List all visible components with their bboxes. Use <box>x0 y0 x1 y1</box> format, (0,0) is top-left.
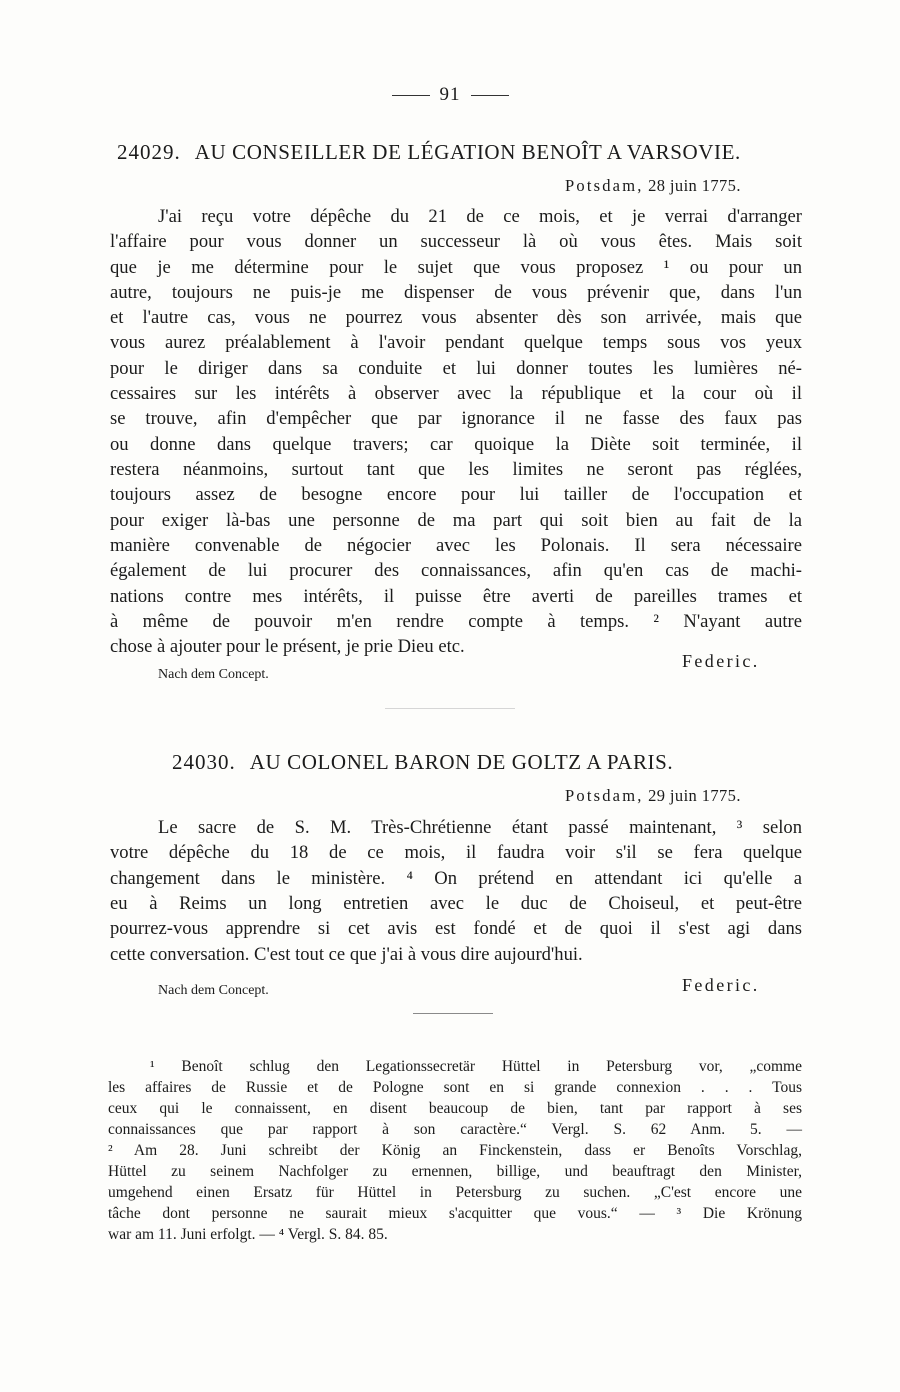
divider <box>385 708 515 709</box>
body-line: toujours assez de besogne encore pour lui tailler de l'occupation et <box>110 484 802 505</box>
letter-dateline <box>565 176 741 196</box>
footnote-divider <box>413 1013 493 1014</box>
signature: Federic. <box>682 975 760 995</box>
footnote-line: war am 11. Juni erfolgt. — ⁴ Vergl. S. 84. 85. <box>108 1226 388 1243</box>
letter-dateline <box>565 786 741 806</box>
footnote-line: tâche dont personne ne saurait mieux s'acquitter que vous.“ — ³ Die Krönung <box>108 1205 802 1222</box>
letter-title: AU COLONEL BARON DE GOLTZ A PARIS. <box>249 750 674 774</box>
body-line: changement dans le ministère. ⁴ On prétend en attendant ici qu'elle a <box>110 868 802 889</box>
body-line: et l'autre cas, vous ne pourrez vous absenter dès son arrivée, mais que <box>110 307 802 328</box>
footnote-line: ² Am 28. Juni schreibt der König an Finckenstein, dass er Benoîts Vorschlag, <box>108 1142 802 1159</box>
body-line: pour exiger là-bas une personne de ma part qui soit bien au fait de la <box>110 510 802 531</box>
letter-number: 24030. <box>172 750 236 774</box>
footnote-line: les affaires de Russie et de Pologne sont en si grande connexion . . . Tous <box>108 1079 802 1096</box>
body-line: nations contre mes intérêts, il puisse être averti de pareilles trames et <box>110 586 802 607</box>
body-line: manière convenable de négocier avec les Polonais. Il sera nécessaire <box>110 535 802 556</box>
body-line: pour le diriger dans sa conduite et lui donner toutes les lumières né- <box>110 358 802 379</box>
body-line: J'ai reçu votre dépêche du 21 de ce mois, et je verrai d'arranger <box>158 206 802 227</box>
source-note: Nach dem Concept. <box>158 983 269 998</box>
body-line: votre dépêche du 18 de ce mois, il faudra voir s'il se fera quelque <box>110 842 802 863</box>
footnote-line: ¹ Benoît schlug den Legationssecretär Hüttel in Petersburg vor, „comme <box>150 1058 802 1075</box>
body-line: restera néanmoins, surtout tant que les limites ne seront pas réglées, <box>110 459 802 480</box>
body-line: chose à ajouter pour le présent, je prie Dieu etc. <box>110 636 465 657</box>
body-line: cette conversation. C'est tout ce que j'ai à vous dire aujourd'hui. <box>110 944 583 965</box>
body-line: pourrez-vous apprendre si cet avis est fondé et de quoi il s'est agi dans <box>110 918 802 939</box>
letter-date: 29 juin 1775. <box>648 786 741 805</box>
source-note: Nach dem Concept. <box>158 667 269 682</box>
footnote-line: umgehend einen Ersatz für Hüttel in Petersburg zu suchen. „C'est encore une <box>108 1184 802 1201</box>
body-line: ou donne dans quelque travers; car quoique la Diète soit terminée, il <box>110 434 802 455</box>
footnote-line: ceux qui le connaissent, en disent beaucoup de bien, tant par rapport à ses <box>108 1100 802 1117</box>
body-line: cessaires sur les intérêts à observer avec la république et la cour où il <box>110 383 802 404</box>
body-line: vous aurez préalablement à l'avoir pendant quelque temps sous vos yeux <box>110 332 802 353</box>
body-line: Le sacre de S. M. Très-Chrétienne étant passé maintenant, ³ selon <box>158 817 802 838</box>
page-number-dash-left <box>392 95 430 96</box>
body-line: autre, toujours ne puis-je me dispenser de vous prévenir que, dans l'un <box>110 282 802 303</box>
page-number-text: 91 <box>439 84 461 105</box>
letter-place: Potsdam, <box>565 786 644 805</box>
body-line: à même de pouvoir m'en rendre compte à temps. ² N'ayant autre <box>110 611 802 632</box>
letter-number: 24029. <box>117 140 181 164</box>
letter-date: 28 juin 1775. <box>648 176 741 195</box>
body-line: également de lui procurer des connaissances, afin qu'en cas de machi- <box>110 560 802 581</box>
letter-place: Potsdam, <box>565 176 644 195</box>
footnote-line: connaissances que par rapport à son caractère.“ Vergl. S. 62 Anm. 5. — <box>108 1121 802 1138</box>
body-line: se trouve, afin d'empêcher que par ignorance il ne fasse des faux pas <box>110 408 802 429</box>
body-line: l'affaire pour vous donner un successeur là où vous êtes. Mais soit <box>110 231 802 252</box>
page-number-dash-right <box>471 95 509 96</box>
letter-heading <box>117 140 741 165</box>
body-line: eu à Reims un long entretien avec le duc de Choiseul, et peut-être <box>110 893 802 914</box>
footnote-line: Hüttel zu seinem Nachfolger zu ernennen, billige, und beauftragt den Minister, <box>108 1163 802 1180</box>
body-line: que je me détermine pour le sujet que vous proposez ¹ ou pour un <box>110 257 802 278</box>
signature: Federic. <box>682 651 760 671</box>
letter-title: AU CONSEILLER DE LÉGATION BENOÎT A VARSOVIE. <box>194 140 741 164</box>
letter-heading <box>172 750 673 775</box>
page-number <box>0 84 900 106</box>
